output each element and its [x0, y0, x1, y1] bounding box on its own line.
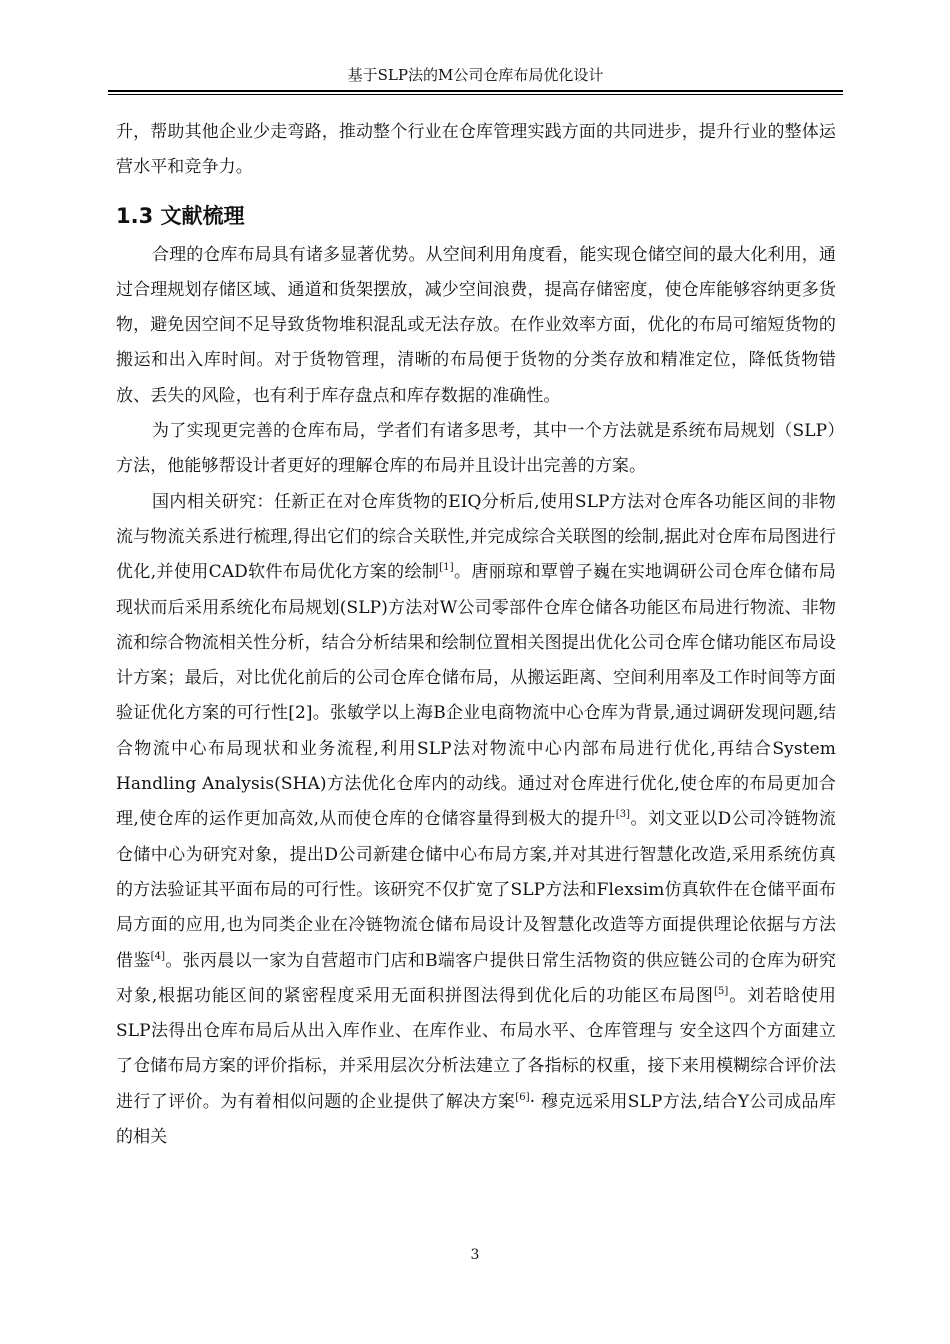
paragraph-domestic-research: [116, 485, 836, 1156]
paragraph-layout-advantages: 合理的仓库布局具有诸多显著优势。从空间利用角度看，能实现仓储空间的最大化利用，通过合理规划存储区域、通道和货架摆放，减少空间浪费，提高存储密度，使仓库能够容纳更多货物，避免因空间不足导致货物堆积混乱或无法存放。在作业效率方面，优化的布局可缩短货物的搬运和出入库时间。对于货物管理，清晰的布局便于货物的分类存放和精准定位，降低货物错放、丢失的风险，也有利于库存盘点和库存数据的准确性。: [116, 244, 836, 406]
text-segment: 。张丙晨以一家为自营超市门店和B端客户提供日常生活物资的供应链公司的仓库为研究对象,根据功能区间的紧密程度采用无面积拼图法得到优化后的功能区布局图: [116, 950, 837, 1006]
section-heading: 1.3 文献梳理: [116, 203, 245, 228]
running-header: 基于SLP法的M公司仓库布局优化设计: [347, 66, 604, 84]
citation-ref-5: [5]: [713, 985, 729, 997]
citation-ref-4: [4]: [150, 950, 166, 962]
citation-ref-6: [6]: [515, 1091, 530, 1103]
page-number: 3: [470, 1247, 480, 1263]
text-segment: 。唐丽琼和覃曾子巍在实地调研公司仓库仓储布局现状而后采用系统化布局规划(SLP)方法对W公司零部件仓库仓储各功能区布局进行物流、非物流和综合物流相关性分析，结合分析结果和绘制位置相关图提出优化公司仓库仓储功能区布局设计方案；最后，对比优化前后的公司仓库仓储布局，从搬运距离、空间利用率及工作时间等方面验证优化方案的可行性[2]。张敏学以上海B企业电商物流中心仓库为背景,通过调研发现问题,结合物流中心布局现状和业务流程,利用SLP法对物流中心内部布局进行优化,再结合System Handling Analysis(SHA)方法优化仓库内的动线。通过对仓库进行优化,使仓库的布局更加合理,使仓库的运作更加高效,从而使仓库的仓储容量得到极大的提升: [116, 562, 836, 830]
paragraph-continuation: 升，帮助其他企业少走弯路，推动整个行业在仓库管理实践方面的共同进步，提升行业的整体运营水平和竞争力。: [116, 122, 836, 178]
text-segment: · 穆克远采用SLP方法,结合Y公司成品库的相关: [116, 1091, 836, 1148]
text-segment: 。刘文亚以D公司冷链物流仓储中心为研究对象，提出D公司新建仓储中心布局方案,并对其进行智慧化改造,采用系统仿真的方法验证其平面布局的可行性。该研究不仅扩宽了SLP方法和Flexsim仿真软件在仓储平面布局方面的应用,也为同类企业在冷链物流仓储布局设计及智慧化改造等方面提供理论依据与方法借鉴: [116, 809, 836, 971]
page-body: [116, 115, 836, 1155]
header-rule-thick: [108, 90, 843, 92]
citation-ref-1: [1]: [439, 562, 454, 574]
text-segment: 。刘若晗使用SLP法得出仓库布局后从出入库作业、在库作业、布局水平、仓库管理与 安全这四个方面建立了仓储布局方案的评价指标，并采用层次分析法建立了各指标的权重，接下来用模糊综合评价法进行了评价。为有着相似问题的企业提供了解决方案: [116, 985, 836, 1112]
header-rule-thin: [108, 94, 843, 95]
citation-ref-3: [3]: [615, 809, 631, 821]
text-segment: 国内相关研究：任新正在对仓库货物的EIQ分析后,使用SLP方法对仓库各功能区间的非物流与物流关系进行梳理,得出它们的综合关联性,并完成综合关联图的绘制,据此对仓库布局图进行优化,并使用CAD软件布局优化方案的绘制: [116, 491, 836, 583]
paragraph-slp-intro: 为了实现更完善的仓库布局，学者们有诸多思考，其中一个方法就是系统布局规划（SLP）方法，他能够帮设计者更好的理解仓库的布局并且设计出完善的方案。: [116, 421, 836, 477]
